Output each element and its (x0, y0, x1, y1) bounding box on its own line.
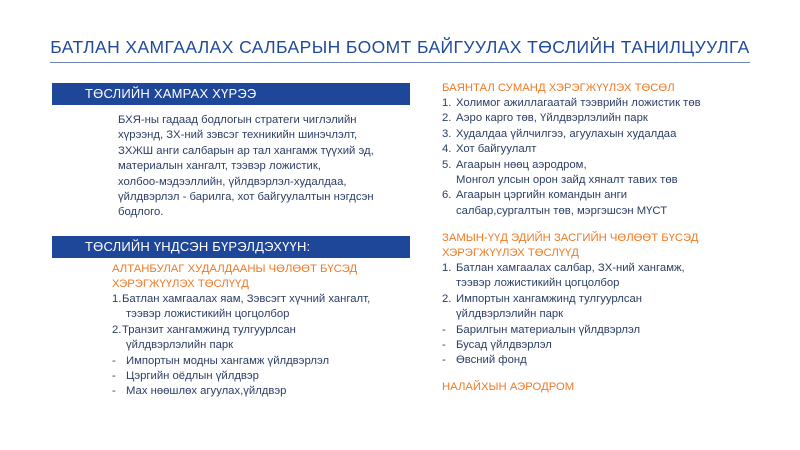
zamyn-uud-list (442, 261, 772, 369)
bayantal-section (442, 81, 772, 219)
list-item-text: Агаарын цэргийн командын анги (456, 189, 628, 202)
list-item-text: Өвсний фонд (456, 354, 527, 367)
list-item-text: Мах нөөшлөх агуулах,үйлдвэр (126, 385, 287, 398)
list-marker: - (112, 354, 116, 367)
zamyn-uud-section (442, 231, 772, 369)
list-item-text: Аэро карго төв, Үйлдвэрлэлийн парк (456, 112, 648, 125)
list-marker: 2. (442, 292, 452, 305)
list-item-text: Батлан хамгаалах салбар, ЗХ-ний хангамж, (456, 262, 685, 274)
list-item-text: Барилгын материалын үйлдвэрлэл (456, 323, 641, 336)
list-item-text: Монгол улсын орон зайд хяналт тавих төв (456, 174, 678, 187)
altanbulag-title (112, 262, 412, 292)
list-marker: 1. (112, 293, 122, 305)
nalaikh-section (442, 380, 772, 395)
list-item-text: салбар,сургалтын төв, мэргэшсэн МҮСТ (456, 204, 668, 217)
bayantal-title: БАЯНТАЛ СУМАНД ХЭРЭГЖҮҮЛЭХ ТӨСӨЛ (442, 82, 675, 94)
section-bar-components: ТӨСЛИЙН ҮНДСЭН БҮРЭЛДЭХҮҮН: (52, 236, 410, 258)
list-item (442, 188, 772, 219)
zamyn-uud-title (442, 231, 772, 261)
list-item-text: тээвэр ложистикийн цогцолбор (456, 277, 620, 290)
scope-line: материалын хангалт, тээвэр ложистик, (118, 160, 321, 173)
list-item (442, 261, 772, 292)
scope-line: холбоо-мэдээллийн, үйлдвэрлэл-худалдаа, (118, 175, 347, 188)
list-item (112, 369, 412, 384)
list-item (442, 142, 772, 157)
list-item-text: Цэргийн оёдлын үйлдвэр (126, 370, 259, 383)
list-marker: - (442, 323, 446, 336)
scope-line: БХЯ-ны гадаад бодлогын стратеги чиглэлийн (118, 114, 357, 126)
list-marker: 1. (442, 262, 452, 274)
list-item-text: Агаарын нөөц аэродром, (456, 158, 587, 171)
list-item-text: Холимог ажиллагаатай тээврийн ложистик төв (456, 97, 701, 109)
list-item (442, 323, 772, 338)
list-marker: 6. (442, 189, 452, 202)
list-marker: - (112, 385, 116, 398)
scope-paragraph (118, 113, 418, 221)
list-item (442, 353, 772, 368)
list-item-text: Батлан хамгаалах яам, Зэвсэгт хүчний хангалт, (122, 293, 371, 305)
list-item (112, 354, 412, 369)
zamyn-uud-title-line: ХЭРЭГЖҮҮЛЭХ ТӨСЛҮҮД (442, 247, 579, 259)
altanbulag-list (112, 292, 412, 400)
list-item-text: Худалдаа үйлчилгээ, агуулахын худалдаа (456, 127, 677, 140)
list-item (442, 127, 772, 142)
list-item (112, 323, 412, 354)
list-item-text: үйлдвэрлэлийн парк (456, 308, 564, 321)
scope-line: бодлого. (118, 206, 164, 219)
list-marker: 5. (442, 158, 452, 171)
scope-line: ЗХЖШ анги салбарын ар тал хангамж түүхий эд, (118, 144, 374, 157)
altanbulag-section (112, 262, 412, 400)
list-marker: 2. (442, 112, 452, 125)
page-title: БАТЛАН ХАМГААЛАХ САЛБАРЫН БООМТ БАЙГУУЛАХ ТӨСЛИЙН ТАНИЛЦУУЛГА (50, 37, 750, 57)
list-marker: 4. (442, 143, 452, 156)
list-item-text: Импортын хангамжинд тулгуурлсан (456, 292, 643, 305)
list-marker: 3. (442, 127, 452, 140)
altanbulag-title-line: АЛТАНБУЛАГ ХУДАЛДААНЫ ЧӨЛӨӨТ БҮСЭД (112, 263, 358, 275)
list-item (442, 338, 772, 353)
list-item (442, 292, 772, 323)
list-marker: 2. (112, 323, 122, 336)
list-marker: 1. (442, 97, 452, 109)
list-item-text: Импортын модны хангамж үйлдвэрлэл (126, 354, 330, 367)
scope-line: хүрээнд, ЗХ-ний зэвсэг техникийн шинэчлэлт, (118, 129, 358, 142)
list-item (442, 111, 772, 126)
list-item (442, 158, 772, 189)
list-marker: - (442, 339, 446, 352)
list-item (442, 96, 772, 111)
title-divider (50, 62, 750, 63)
list-item-text: тээвэр ложистикийн цогцолбор (126, 308, 290, 321)
list-marker: - (442, 354, 446, 367)
bayantal-list (442, 96, 772, 219)
list-marker: - (112, 370, 116, 383)
list-item-text: Хот байгуулалт (456, 143, 537, 156)
list-item (112, 292, 412, 323)
list-item-text: Транзит хангамжинд тулгуурлсан (122, 323, 296, 336)
list-item (112, 384, 412, 399)
zamyn-uud-title-line: ЗАМЫН-ҮҮД ЭДИЙН ЗАСГИЙН ЧӨЛӨӨТ БҮСЭД (442, 232, 699, 244)
section-bar-scope: ТӨСЛИЙН ХАМРАХ ХҮРЭЭ (52, 83, 410, 105)
list-item-text: Бусад үйлдвэрлэл (456, 339, 552, 352)
nalaikh-title: НАЛАЙХЫН АЭРОДРОМ (442, 381, 575, 393)
list-item-text: үйлдвэрлэлийн парк (126, 339, 234, 352)
scope-line: үйлдвэрлэл - барилга, хот байгуулалтын нэгдсэн (118, 191, 374, 204)
altanbulag-title-line: ХЭРЭГЖҮҮЛЭХ ТӨСЛҮҮД (112, 278, 249, 290)
